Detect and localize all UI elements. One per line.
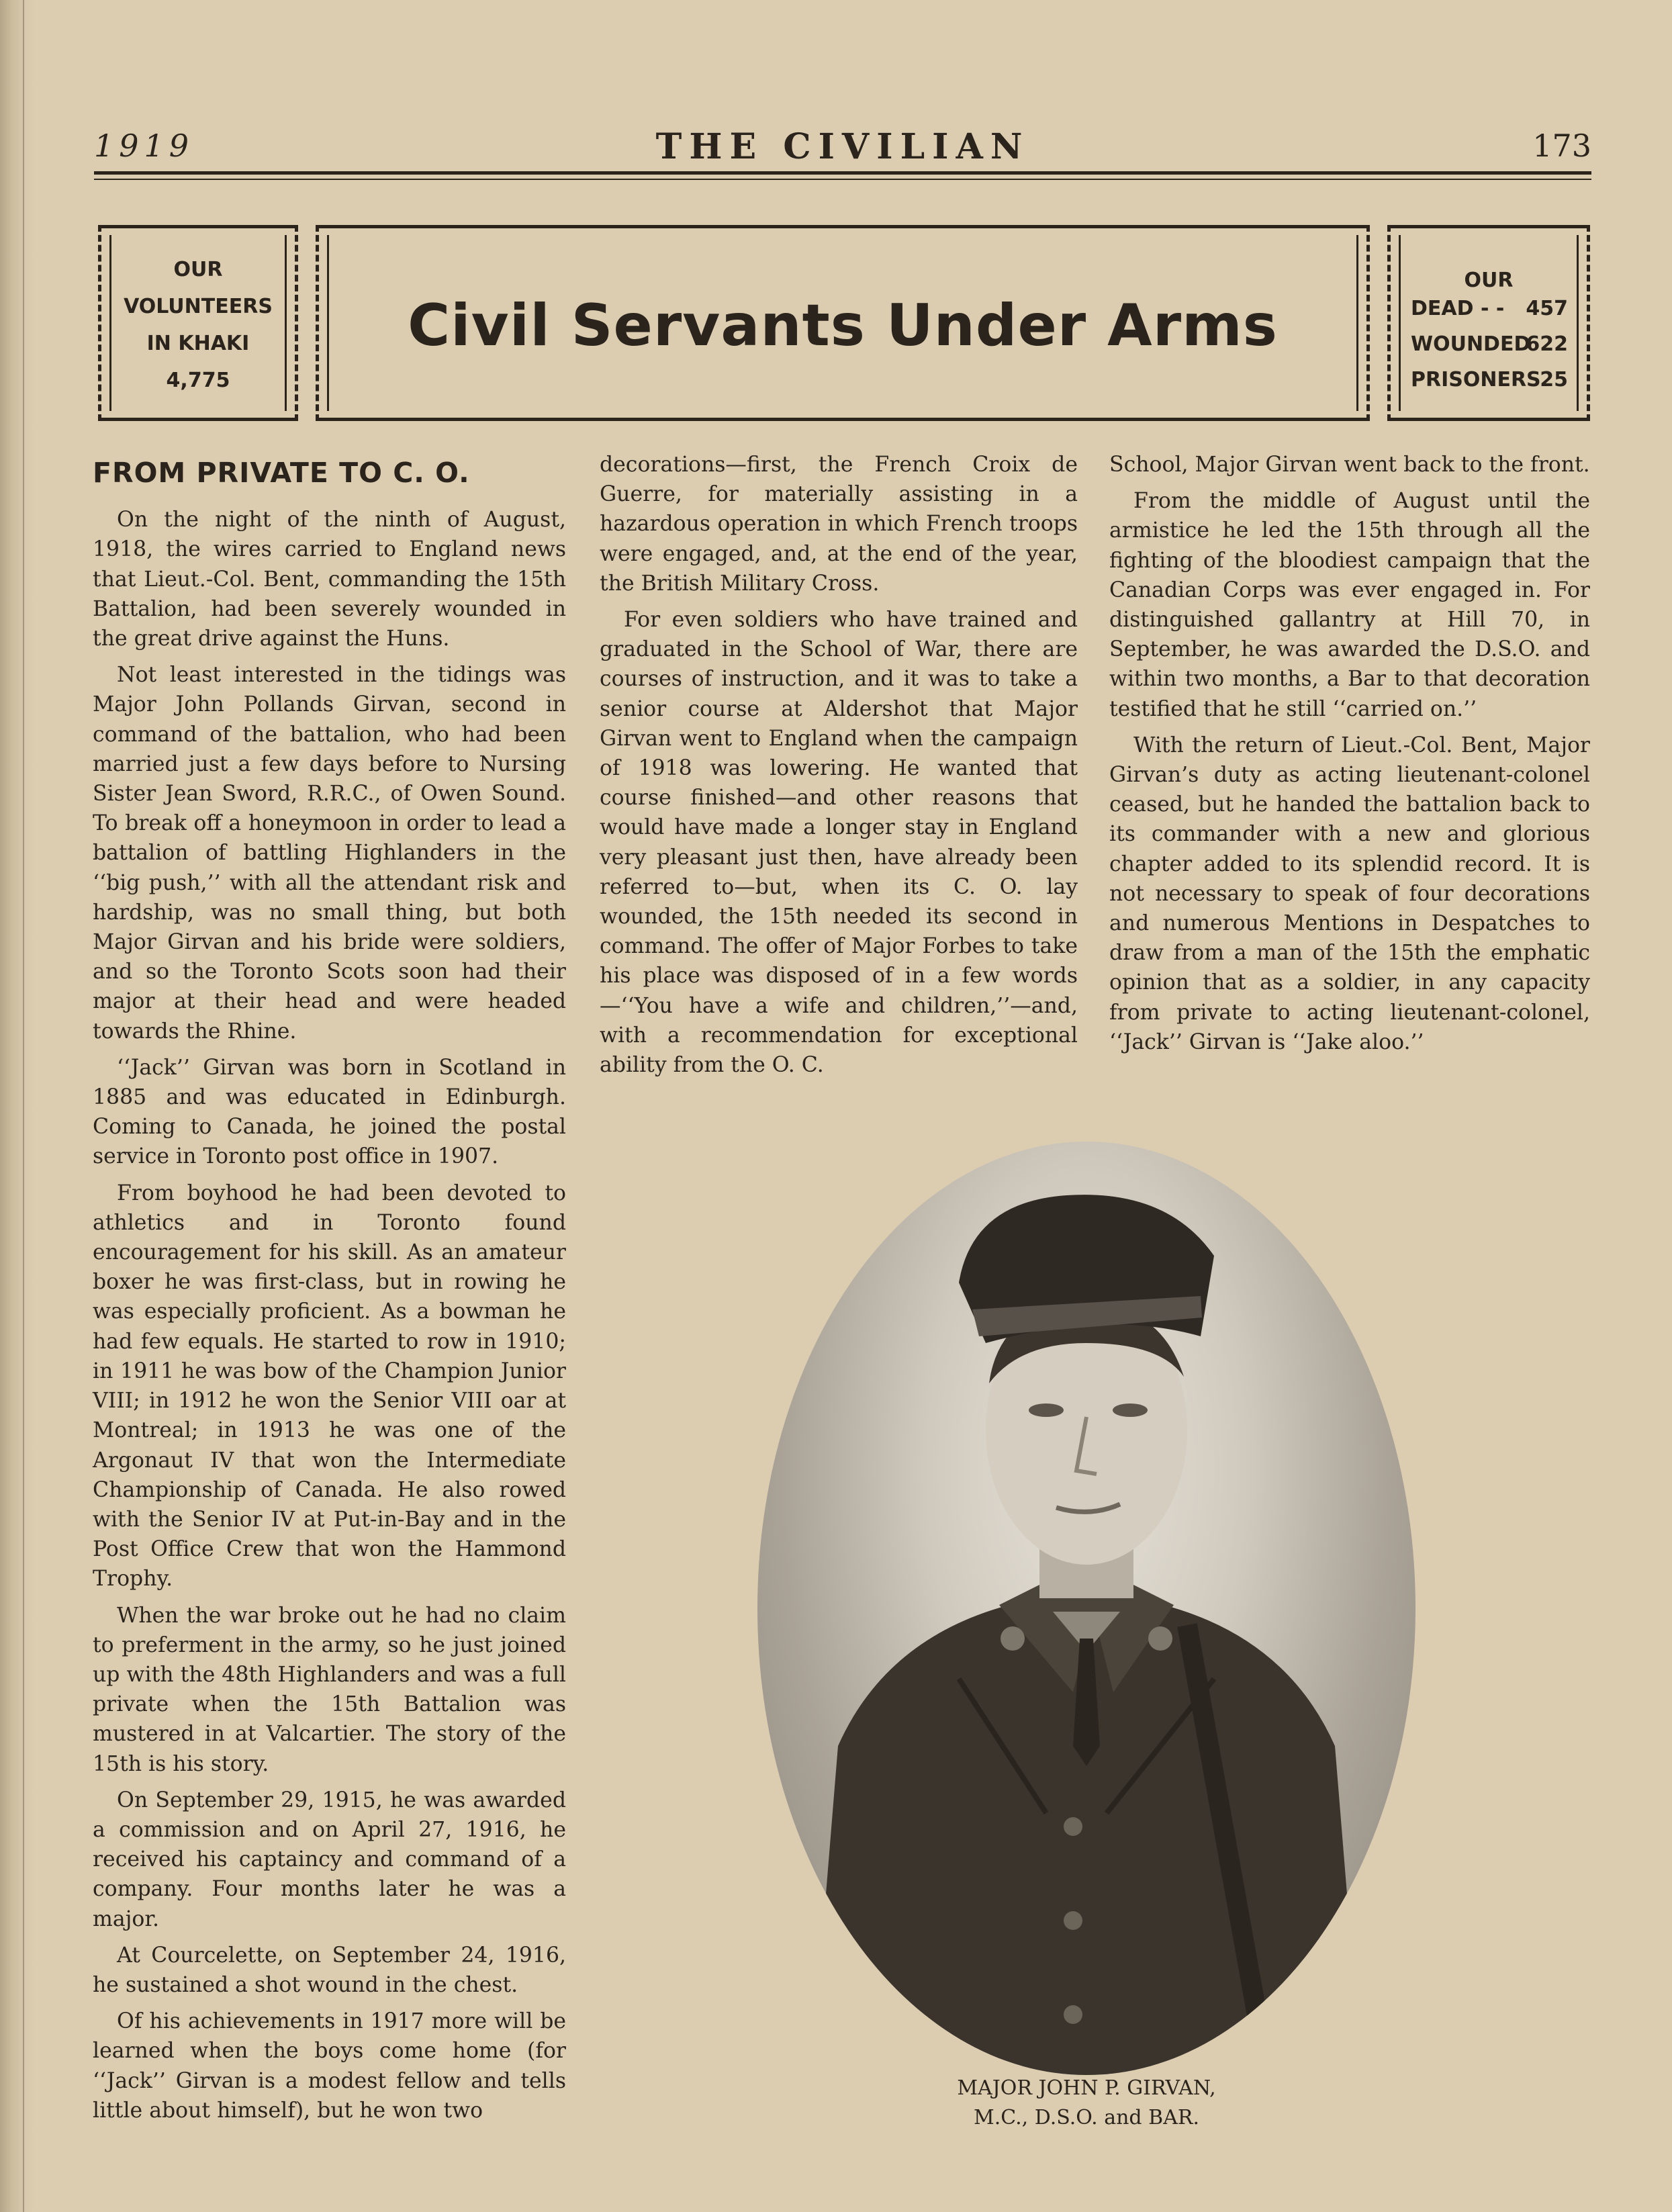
page-fold-line [23,0,24,2212]
paragraph: At Courcelette, on September 24, 1916, he sustained a shot wound in the chest. [93,1943,566,1997]
paragraph: For even soldiers who have trained and graduated in the School of War, there are courses of instruction, and it was to take a senior course at Aldershot that Major Girvan went to England when the campaign of 1918 was lowering. He wanted that course finished—and other reasons that would have made a longer stay in England very pleasant just then, have already been referred to—but, when its C. O. lay wounded, the 15th needed its second in command. The offer of Major Forbes to take his place was disposed of in a few words—‘‘You have a wife and children,’’—and, with a recommendation for exceptional ability from the O. C. [600,608,1078,1078]
stat-prisoners-label: PRISONERS [1411,368,1541,391]
portrait-photo [757,1142,1415,2075]
portrait-drawing [757,1142,1415,2075]
stat-wounded-label: WOUNDED [1411,332,1531,356]
volunteers-line2: VOLUNTEERS [124,295,273,318]
article-column-2 [600,450,1078,1087]
issue-year: 1919 [94,128,195,164]
casualties-heading: OUR [1464,269,1514,292]
header-rule-thin [94,179,1591,180]
stat-dead-label: DEAD - - [1411,297,1505,320]
article-column-3 [1109,450,1590,1064]
photo-caption-line2: M.C., D.S.O. and BAR. [974,2106,1199,2129]
volunteers-box [98,225,298,421]
paragraph: Not least interested in the tidings was Major John Pollands Girvan, second in command of the battalion, who had been married just a few days before to Nursing Sister Jean Sword, R.R.C., of Owen Sound. To break off a honeymoon in order to lead a battalion of battling Highlanders in the ‘‘big push,’’ with all the attendant risk and hardship, was no small thing, but both Major Girvan and his bride were soldiers, and so the Toronto Scots soon had their major at their head and were headed towards the Rhine. [93,663,566,1044]
paragraph: ‘‘Jack’’ Girvan was born in Scotland in 1885 and was educated in Edinburgh. Coming to Canada, he joined the postal service in Toronto post office in 1907. [93,1055,566,1169]
header-rule-thick [94,171,1591,175]
paragraph: With the return of Lieut.-Col. Bent, Major Girvan’s duty as acting lieutenant-colonel ceased, but he handed the battalion back to its commander with a new and glorious chapter added to its splendid record. It is not necessary to speak of four decorations and numerous Mentions in Despatches to draw from a man of the 15th the emphatic opinion that as a soldier, in any capacity from private to acting lieutenant-colonel, ‘‘Jack’’ Girvan is ‘‘Jake aloo.’’ [1109,733,1590,1054]
stat-prisoners-value: 25 [1540,368,1568,391]
volunteers-line1: OUR [173,258,223,281]
article-heading: FROM PRIVATE TO C. O. [93,457,470,489]
paragraph-continued: School, Major Girvan went back to the front. [1109,453,1590,477]
page-number: 173 [1532,128,1591,164]
banner-title-box [316,225,1370,421]
photo-caption-line1: MAJOR JOHN P. GIRVAN, [957,2076,1216,2100]
publication-title: THE CIVILIAN [655,126,1030,167]
paragraph: On September 29, 1915, he was awarded a commission and on April 27, 1916, he received his captaincy and command of a company. Four months later he was a major. [93,1788,566,1931]
paragraph: From the middle of August until the armistice he led the 15th through all the fighting of the bloodiest campaign that the Canadian Corps was ever engaged in. For distinguished gallantry at Hill 70, in September, he was awarded the D.S.O. and within two months, a Bar to that decoration testified that he still ‘‘carried on.’’ [1109,489,1590,721]
paragraph-continued: decorations—first, the French Croix de Guerre, for materially assisting in a hazardous operation in which French troops were engaged, and, at the end of the year, the British Military Cross. [600,453,1078,596]
stat-wounded-value: 622 [1526,332,1568,356]
volunteers-line3: IN KHAKI [146,332,250,355]
page-gutter [0,0,35,2212]
running-header [94,121,1591,175]
paragraph: On the night of the ninth of August, 1918, the wires carried to England news that Lieut.-Col. Bent, commanding the 15th Battalion, had been severely wounded in the great drive against the Huns. [93,508,566,651]
paragraph: Of his achievements in 1917 more will be learned when the boys come home (for ‘‘Jack’’ Girvan is a modest fellow and tells little about himself), but he won two [93,2009,566,2123]
article-column-1 [93,450,566,2132]
stat-dead-value: 457 [1526,297,1568,320]
paragraph: From boyhood he had been devoted to athletics and in Toronto found encouragement for his skill. As an amateur boxer he was first-class, but in rowing he was especially proficient. As a bowman he had few equals. He started to row in 1910; in 1911 he was bow of the Champion Junior VIII; in 1912 he won the Senior VIII oar at Montreal; in 1913 he was one of the Argonaut IV that won the Intermediate Championship of Canada. He also rowed with the Senior IV at Put-in-Bay and in the Post Office Crew that won the Hammond Trophy. [93,1181,566,1592]
paragraph: When the war broke out he had no claim to preferment in the army, so he just joined up with the 48th Highlanders and was a full private when the 15th Battalion was mustered in at Valcartier. The story of the 15th is his story. [93,1603,566,1776]
volunteers-count: 4,775 [166,369,230,392]
banner-title: Civil Servants Under Arms [408,292,1278,359]
casualties-box [1387,225,1590,421]
